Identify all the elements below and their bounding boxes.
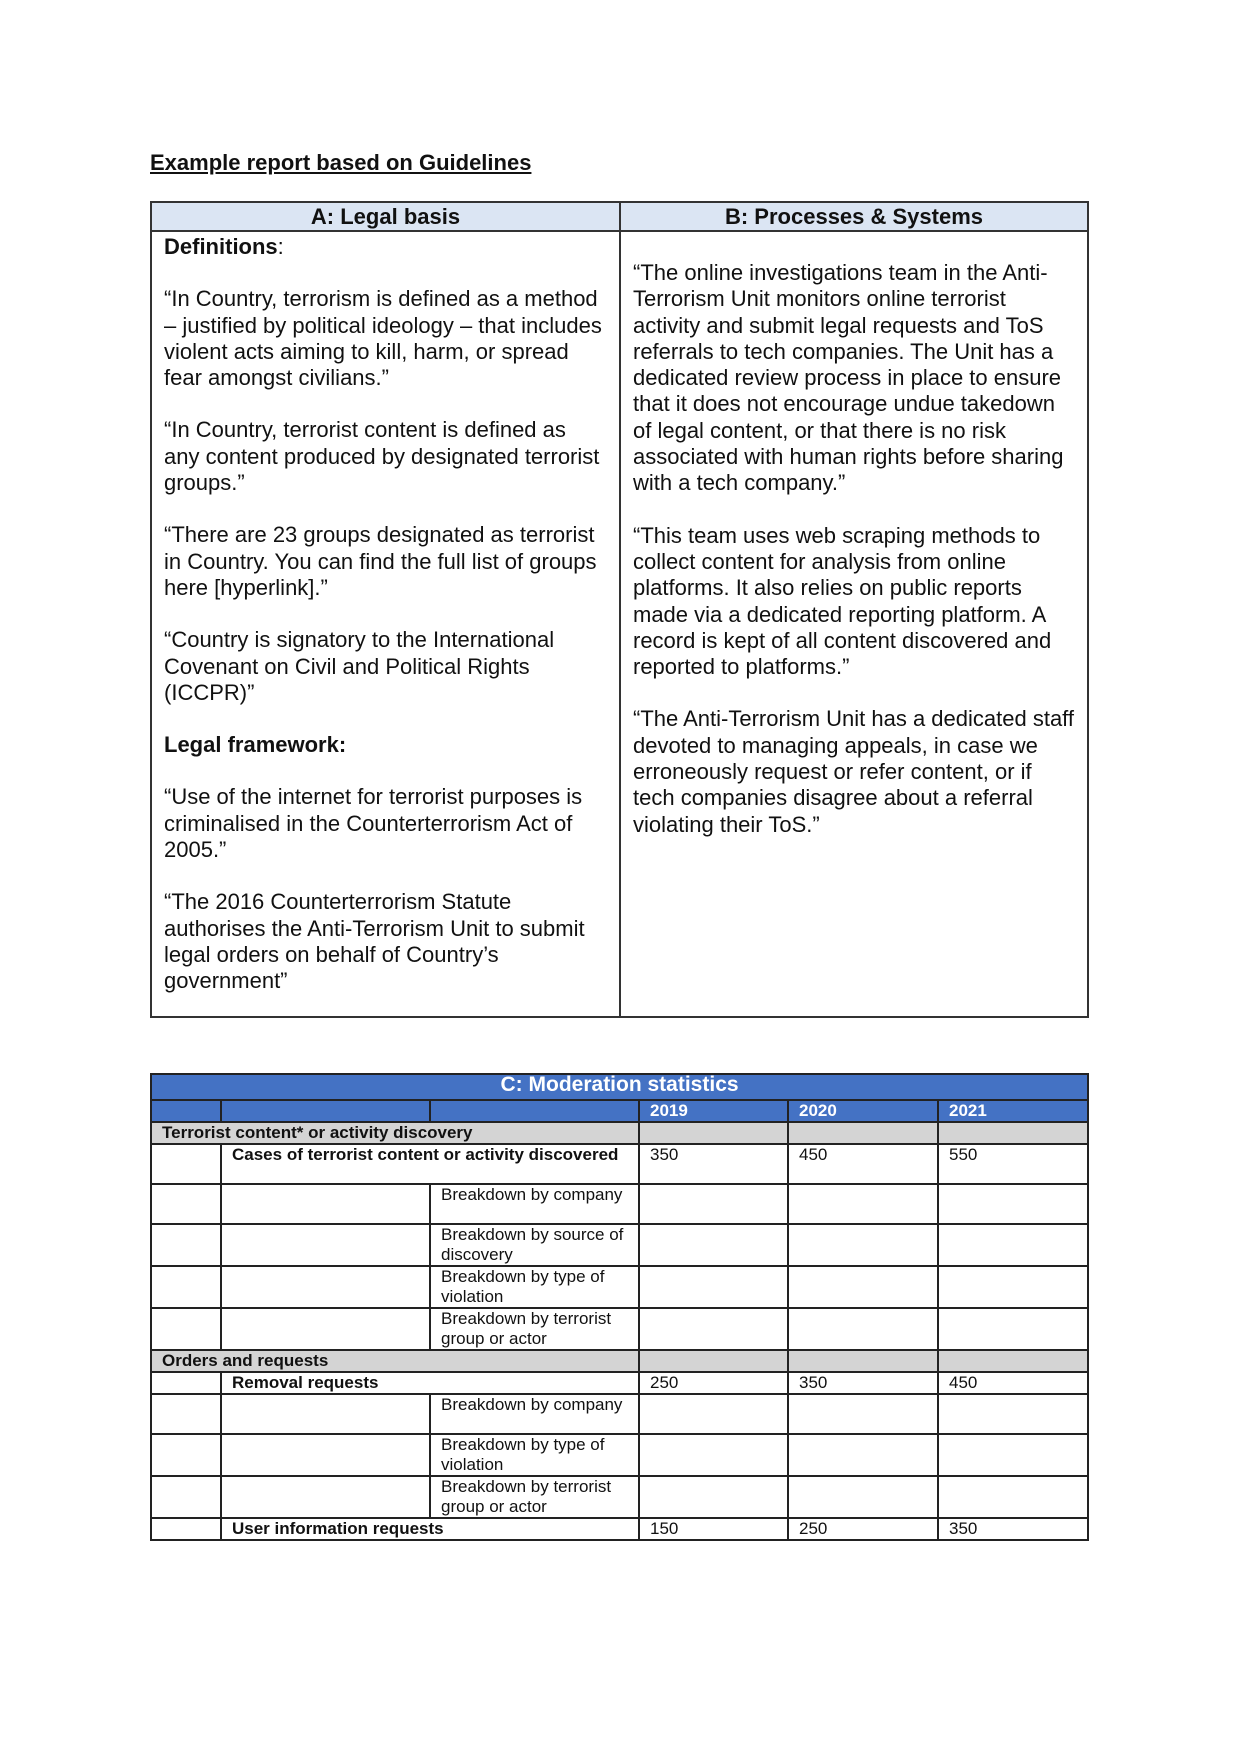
header-processes: B: Processes & Systems	[620, 202, 1088, 231]
section-header: Orders and requests	[151, 1350, 639, 1372]
paragraph: “In Country, terrorist content is defined as any content produced by designated terrorist groups.”	[164, 417, 600, 496]
cell: 350	[788, 1372, 938, 1394]
table-row	[151, 1434, 1088, 1476]
paragraph: “This team uses web scraping methods to collect content for analysis from online platforms. It also relies on public reports made via a dedicated reporting platform. A record is kept of all content discovered and reported to platforms.”	[633, 522, 1052, 680]
row-label: Breakdown by terrorist group or actor	[430, 1476, 639, 1518]
table-title: C: Moderation statistics	[151, 1074, 1088, 1100]
paragraph: “The Anti-Terrorism Unit has a dedicated staff devoted to managing appeals, in case we erroneously request or refer content, or if tech companies disagree about a referral violating their ToS.”	[633, 706, 1075, 837]
row-label: Breakdown by company	[430, 1184, 639, 1224]
table-row	[151, 1308, 1088, 1350]
row-label: Breakdown by company	[430, 1394, 639, 1434]
paragraph: “In Country, terrorism is defined as a method – justified by political ideology – that includes violent acts aiming to kill, harm, or spread fear amongst civilians.”	[164, 286, 602, 391]
table-row	[151, 1266, 1088, 1308]
year-header: 2019	[639, 1100, 788, 1122]
year-header: 2020	[788, 1100, 938, 1122]
table-row	[151, 1476, 1088, 1518]
paragraph: “The online investigations team in the Anti-Terrorism Unit monitors online terrorist activity and submit legal requests and ToS referrals to tech companies. The Unit has a dedicated review process in place to ensure that it does not encourage undue takedown of legal content, or that there is no risk associated with human rights before sharing with a tech company.”	[633, 260, 1064, 496]
legal-processes-table	[150, 201, 1089, 1018]
table-row	[151, 1372, 1088, 1394]
page-title: Example report based on Guidelines	[150, 150, 532, 175]
table-row	[151, 1224, 1088, 1266]
row-label: Removal requests	[221, 1372, 639, 1394]
row-label: Cases of terrorist content or activity discovered	[221, 1144, 639, 1184]
cell: 450	[938, 1372, 1088, 1394]
cell: 150	[639, 1518, 788, 1540]
legal-basis-cell: Definitions: “In Country, terrorism is defined as a method – justified by political ideology – that includes violent acts aiming to kill, harm, or spread fear amongst civilians.” “In Country, terrorist content is defined as any content produced by designated terrorist groups.” “There are 23 groups designated as terrorist in Country. You can find the full list of groups here [hyperlink].” “Country is signatory to the International Covenant on Civil and Political Rights (ICCPR)” Legal framework: “Use of the internet for terrorist purposes is criminalised in the Counterterrorism Act of 2005.” “The 2016 Counterterrorism Statute authorises the Anti-Terrorism Unit to submit legal orders on behalf of Country’s government”	[151, 231, 620, 1017]
table-row	[151, 1518, 1088, 1540]
cell: 450	[788, 1144, 938, 1184]
paragraph: “Use of the internet for terrorist purposes is criminalised in the Counterterrorism Act of 2005.”	[164, 784, 583, 863]
paragraph: “The 2016 Counterterrorism Statute authorises the Anti-Terrorism Unit to submit legal orders on behalf of Country’s government”	[164, 889, 585, 994]
moderation-statistics-table	[150, 1073, 1089, 1541]
row-label: Breakdown by source of discovery	[430, 1224, 639, 1266]
framework-label: Legal framework:	[164, 732, 347, 758]
header-legal-basis: A: Legal basis	[151, 202, 620, 231]
row-label: User information requests	[221, 1518, 639, 1540]
table-row	[151, 1144, 1088, 1184]
row-label: Breakdown by terrorist group or actor	[430, 1308, 639, 1350]
paragraph: “Country is signatory to the International Covenant on Civil and Political Rights (ICCPR)”	[164, 627, 555, 705]
row-label: Breakdown by type of violation	[430, 1266, 639, 1308]
cell: 250	[639, 1372, 788, 1394]
table-row	[151, 1394, 1088, 1434]
row-label: Breakdown by type of violation	[430, 1434, 639, 1476]
section-header: Terrorist content* or activity discovery	[151, 1122, 639, 1144]
table-row	[151, 1184, 1088, 1224]
cell: 350	[938, 1518, 1088, 1540]
cell: 350	[639, 1144, 788, 1184]
definitions-label: Definitions	[164, 234, 278, 259]
cell: 250	[788, 1518, 938, 1540]
cell: 550	[938, 1144, 1088, 1184]
year-header: 2021	[938, 1100, 1088, 1122]
paragraph: “There are 23 groups designated as terrorist in Country. You can find the full list of groups here [hyperlink].”	[164, 522, 597, 600]
processes-cell	[620, 231, 1088, 1017]
